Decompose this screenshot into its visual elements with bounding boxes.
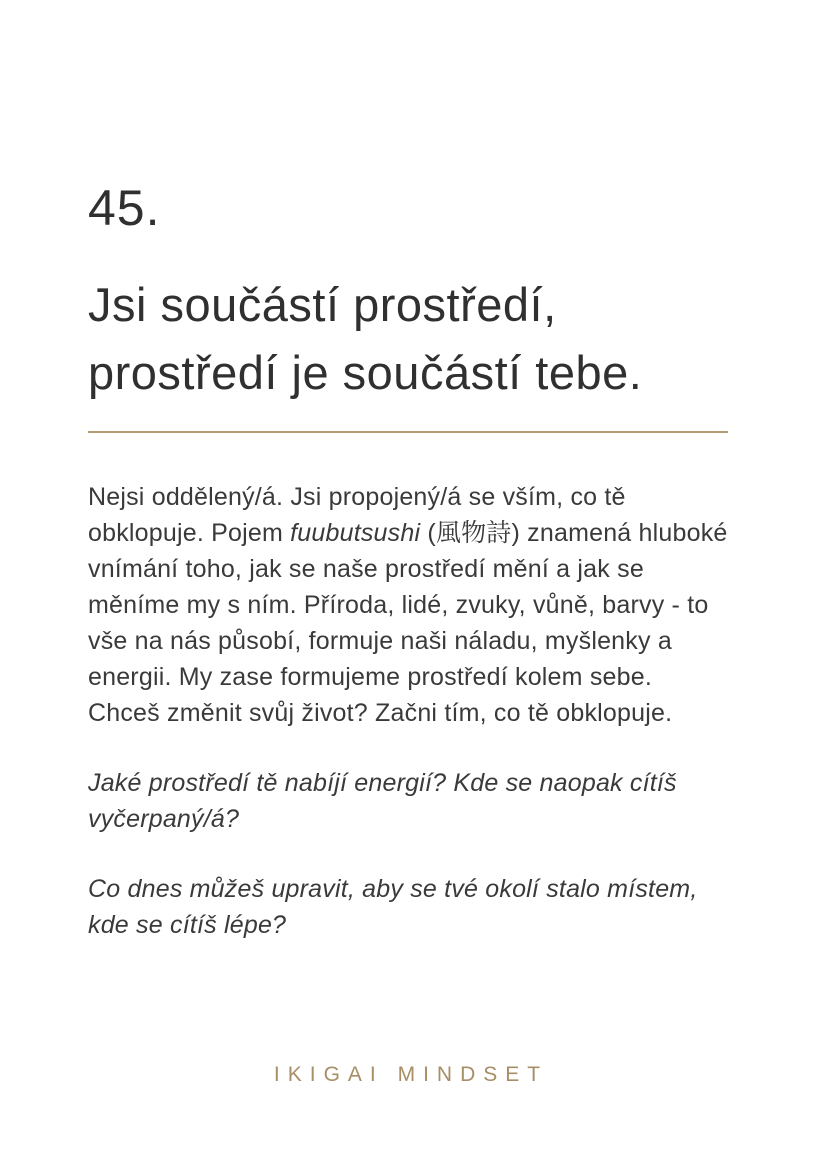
body-paragraph <box>88 479 728 731</box>
body-text-after-term: (風物詩) znamená hluboké vnímání toho, jak se naše prostředí mění a jak se měníme my s ním. Příroda, lidé, zvuky, vůně, barvy - to vše na nás působí, formuje naši náladu, myšlenky a energii. My zase formujeme prostředí kolem sebe. Chceš změnit svůj život? Začni tím, co tě obklopuje. <box>88 519 728 727</box>
footer-brand: IKIGAI MINDSET <box>273 1063 549 1086</box>
reflection-question-1: Jaké prostředí tě nabíjí energií? Kde se naopak cítíš vyčerpaný/á? <box>88 769 677 833</box>
japanese-term-italic: fuubutsushi <box>290 519 421 547</box>
reflection-question-2: Co dnes můžeš upravit, aby se tvé okolí stalo místem, kde se cítíš lépe? <box>88 875 698 939</box>
page-title: Jsi součástí prostředí, prostředí je součástí tebe. <box>88 278 643 399</box>
body-text-before-term: Nejsi oddělený/á. Jsi propojený/á se vším, co tě obklopuje. Pojem <box>88 483 626 547</box>
chapter-number: 45. <box>88 180 161 236</box>
page-content <box>88 0 728 943</box>
divider-rule <box>88 431 728 433</box>
